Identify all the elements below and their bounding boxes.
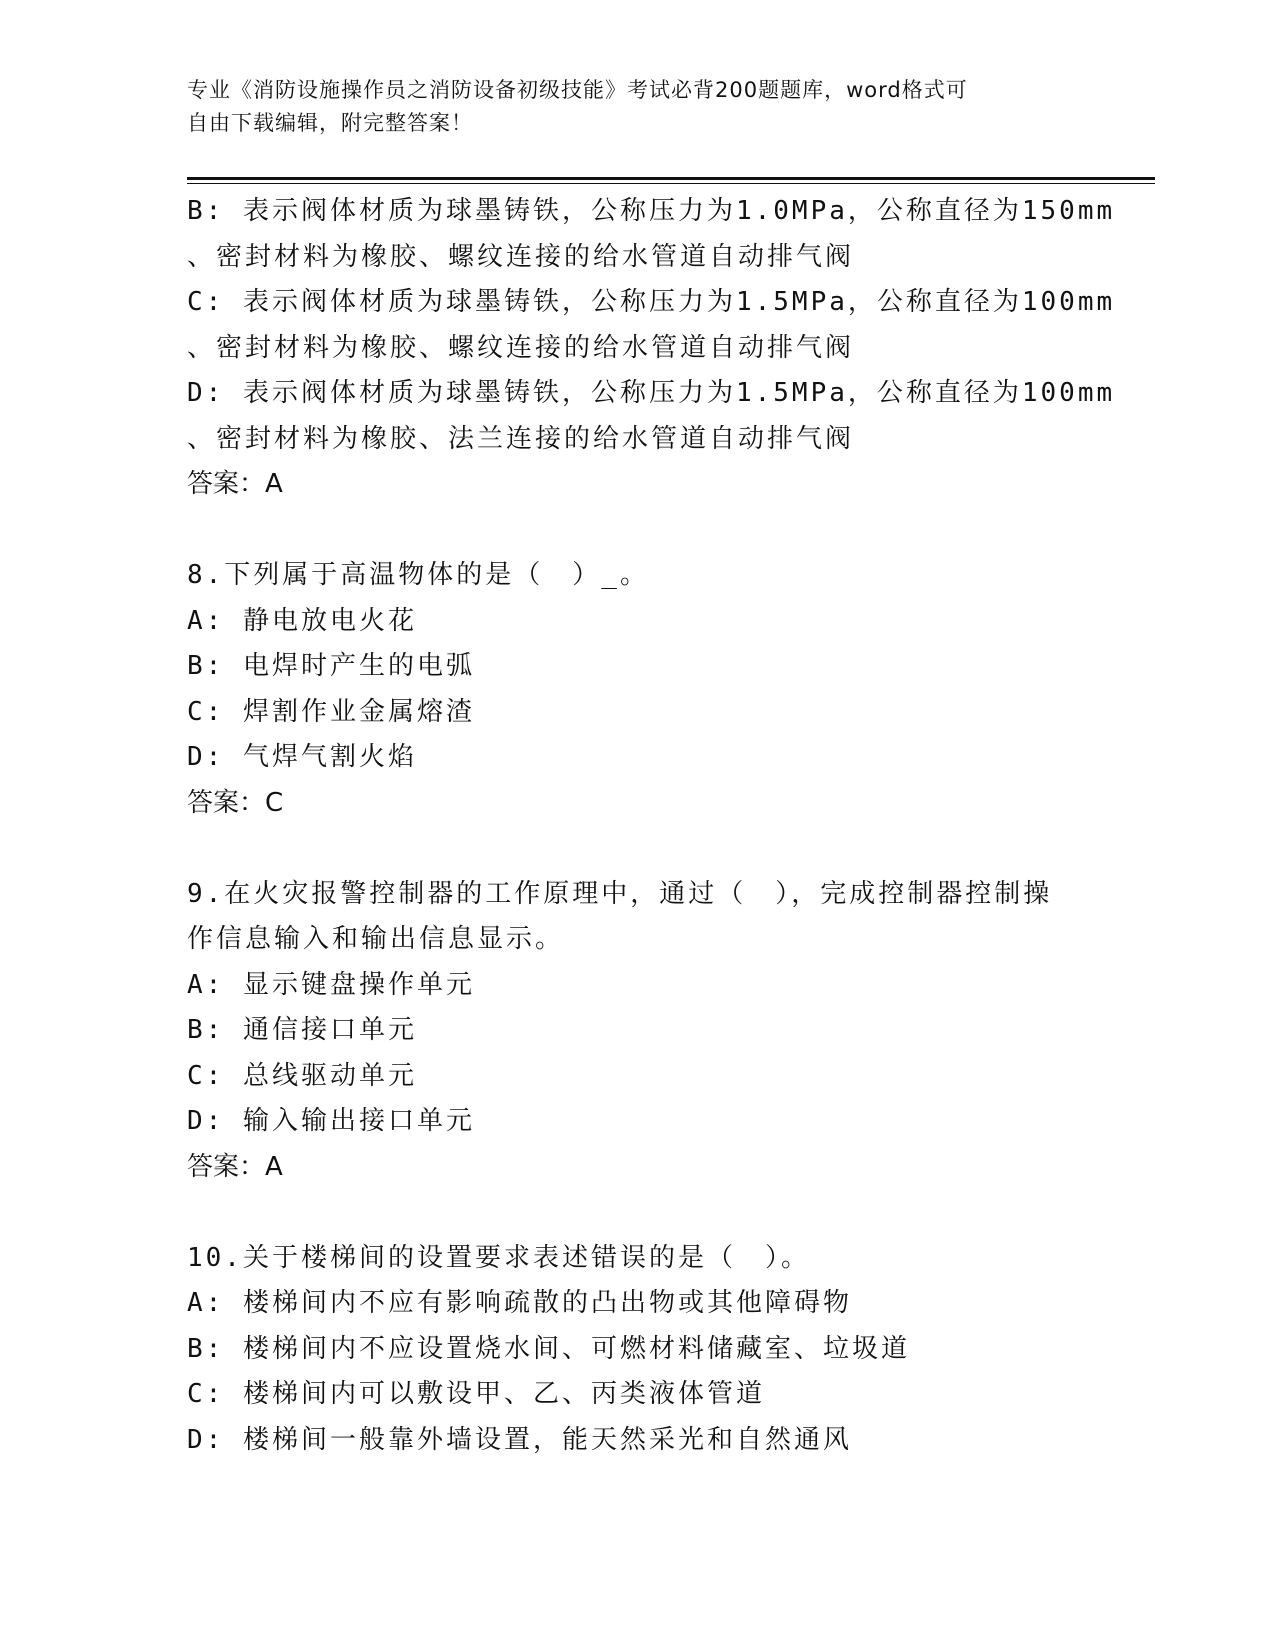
answer-label: 答案：C	[187, 787, 284, 818]
question-stem-line-1: 9.在火灾报警控制器的工作原理中，通过（ ），完成控制器控制操	[187, 878, 1053, 909]
spacer	[187, 1190, 1087, 1236]
spacer	[187, 826, 1087, 872]
option-a: A: 显示键盘操作单元	[187, 969, 475, 1000]
option-d: D: 楼梯间一般靠外墙设置，能天然采光和自然通风	[187, 1424, 852, 1455]
option-c: C: 焊割作业金属熔渣	[187, 696, 475, 727]
header-line-1: 专业《消防设施操作员之消防设备初级技能》考试必背200题题库，word格式可	[187, 78, 968, 102]
question-stem: 10.关于楼梯间的设置要求表述错误的是（ ）。	[187, 1242, 810, 1273]
header-line-2: 自由下载编辑，附完整答案！	[187, 111, 473, 135]
option-b-line-1: B: 表示阀体材质为球墨铸铁，公称压力为1.0MPa，公称直径为150mm	[187, 196, 1116, 226]
question-stem-line-2: 作信息输入和输出信息显示。	[187, 924, 565, 954]
option-c: C: 楼梯间内可以敷设甲、乙、丙类液体管道	[187, 1379, 765, 1409]
question-10	[187, 1236, 1087, 1464]
option-d: D: 输入输出接口单元	[187, 1106, 475, 1136]
document-header	[187, 74, 1087, 140]
option-c: C: 总线驱动单元	[187, 1060, 417, 1091]
option-d: D: 气焊气割火焰	[187, 742, 417, 772]
answer-label: 答案：A	[187, 1151, 283, 1182]
question-8	[187, 553, 1087, 826]
option-d-line-1: D: 表示阀体材质为球墨铸铁，公称压力为1.5MPa，公称直径为100mm	[187, 378, 1116, 408]
question-7	[187, 189, 1116, 508]
option-b: B: 电焊时产生的电弧	[187, 651, 475, 681]
option-c-line-2: 、密封材料为橡胶、螺纹连接的给水管道自动排气阀	[187, 332, 855, 363]
option-d-line-2: 、密封材料为橡胶、法兰连接的给水管道自动排气阀	[187, 423, 855, 454]
question-stem: 8.下列属于高温物体的是（ ）_。	[187, 560, 649, 590]
option-b: B: 通信接口单元	[187, 1015, 417, 1045]
option-a: A: 楼梯间内不应有影响疏散的凸出物或其他障碍物	[187, 1288, 852, 1318]
header-rule-thin	[187, 183, 1155, 184]
spacer	[187, 508, 1087, 554]
option-b: B: 楼梯间内不应设置烧水间、可燃材料储藏室、垃圾道	[187, 1333, 910, 1364]
option-b-line-2: 、密封材料为橡胶、螺纹连接的给水管道自动排气阀	[187, 241, 855, 272]
option-a: A: 静电放电火花	[187, 605, 417, 636]
question-content	[187, 189, 1116, 1463]
question-9	[187, 872, 1087, 1191]
option-c-line-1: C: 表示阀体材质为球墨铸铁，公称压力为1.5MPa，公称直径为100mm	[187, 287, 1116, 317]
header-rule-thick	[187, 177, 1155, 180]
answer-label: 答案：A	[187, 469, 283, 499]
